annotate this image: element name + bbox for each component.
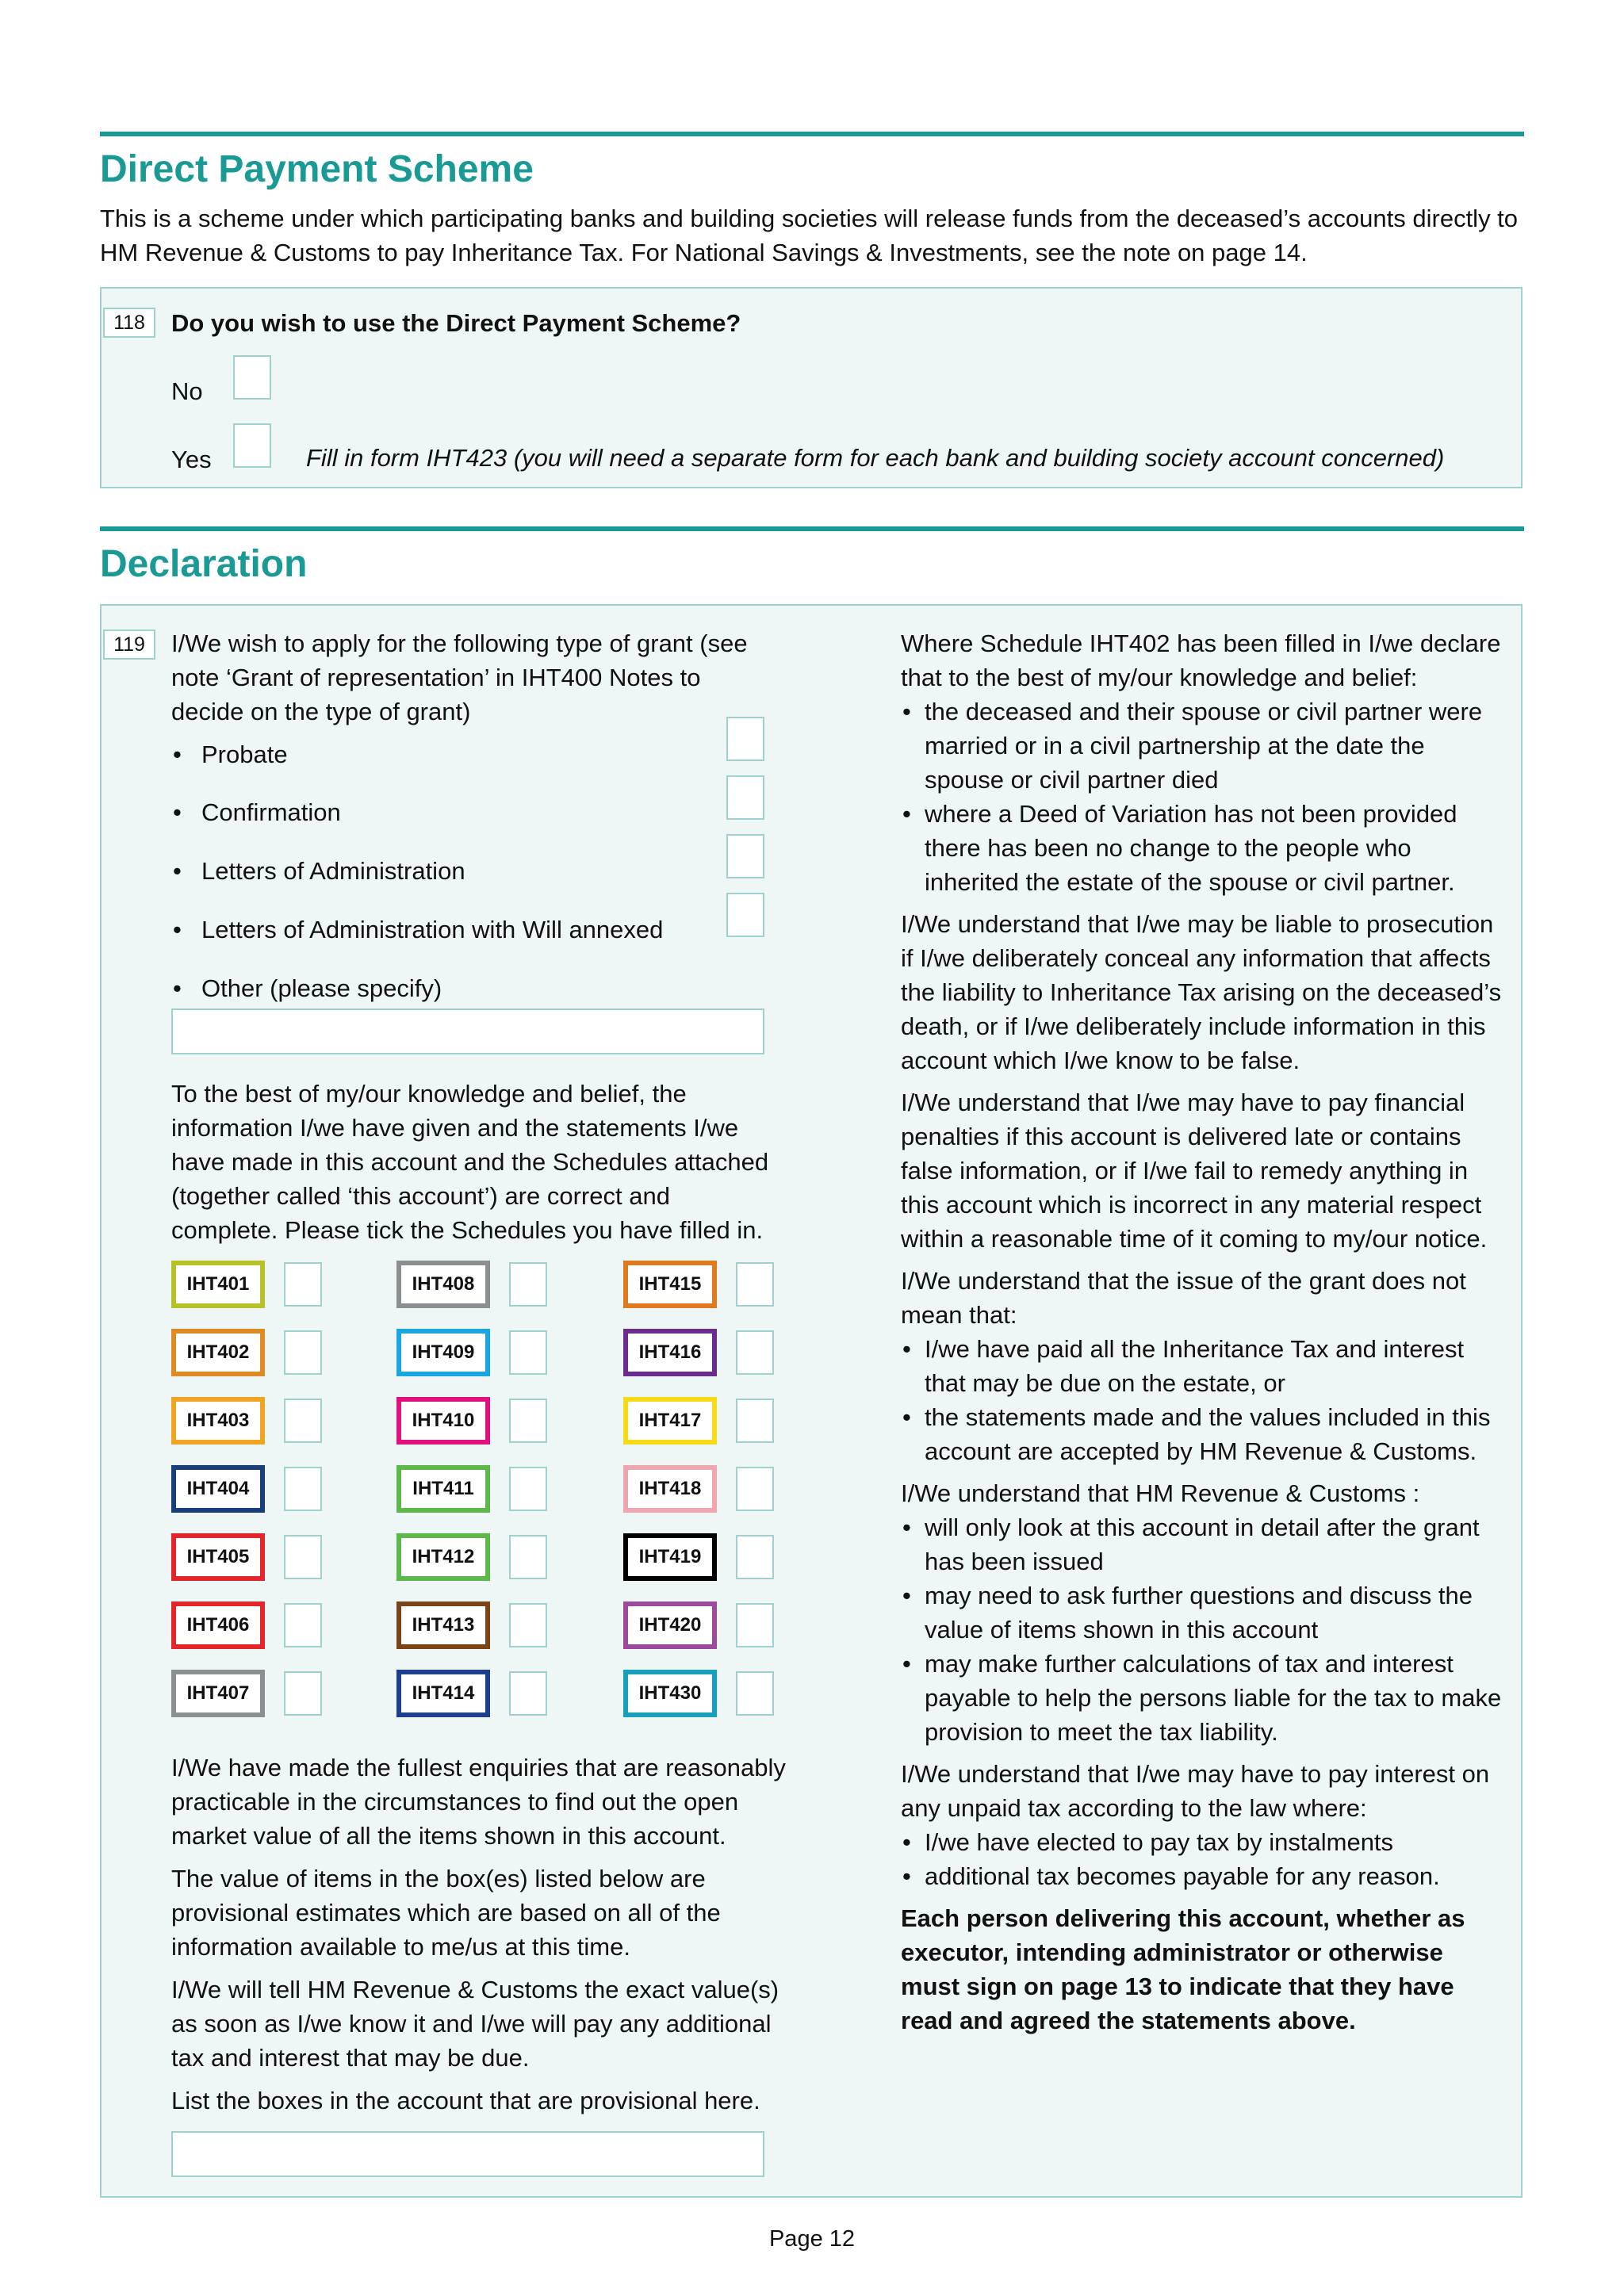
schedule-checkbox-iht411[interactable]: [509, 1467, 547, 1511]
schedule-checkbox-iht404[interactable]: [284, 1467, 322, 1511]
interest-statement: I/We understand that I/we may have to pay interest on any unpaid tax according to the law where:: [901, 1760, 1490, 1822]
schedule-checkbox-iht406[interactable]: [284, 1603, 322, 1647]
schedule-label-iht409: IHT409: [396, 1329, 490, 1376]
bullet-item: • may make further calculations of tax and interest payable to help the persons liable for the tax to make provision to meet the tax liability.: [901, 1647, 1503, 1749]
grant-option-label: Probate: [201, 740, 288, 768]
schedule-checkbox-iht415[interactable]: [736, 1262, 774, 1307]
bullet-item: • additional tax becomes payable for any reason.: [901, 1859, 1503, 1893]
schedule-label-iht430: IHT430: [623, 1670, 717, 1717]
grant-issue-statement: I/We understand that the issue of the grant does not mean that:: [901, 1267, 1466, 1329]
schedule-label-iht419: IHT419: [623, 1533, 717, 1581]
section-rule: [100, 132, 1524, 136]
ihj402-bullets: [901, 695, 1503, 899]
confirmation-checkbox[interactable]: [726, 775, 764, 820]
schedule-checkbox-iht409[interactable]: [509, 1330, 547, 1375]
schedule-checkbox-iht412[interactable]: [509, 1535, 547, 1579]
schedule-checkbox-iht402[interactable]: [284, 1330, 322, 1375]
schedule-label-iht415: IHT415: [623, 1261, 717, 1308]
schedule-label-iht418: IHT418: [623, 1465, 717, 1513]
prosecution-statement: I/We understand that I/we may be liable to prosecution if I/we deliberately conceal any information that affects the liability to Inheritance Tax arising on the deceased’s death, or if I/we deliberately include information in this account which I/we know to be false.: [901, 910, 1502, 1074]
grant-option-label: Letters of Administration: [201, 857, 465, 885]
schedule-label-iht416: IHT416: [623, 1329, 717, 1376]
schedule-checkbox-iht430[interactable]: [736, 1671, 774, 1716]
question-number: 118: [103, 308, 155, 338]
schedule-label-iht404: IHT404: [171, 1465, 265, 1513]
schedule-label-iht420: IHT420: [623, 1601, 717, 1649]
schedule-label-iht413: IHT413: [396, 1601, 490, 1649]
knowledge-statement: To the best of my/our knowledge and belief, the information I/we have given and the statements I/we have made in this account and the Schedules attached (together called ‘this account’) are correct and complete. Please tick the Schedules you have filled in.: [171, 1080, 769, 1244]
yes-checkbox[interactable]: [233, 423, 271, 468]
provisional-boxes-input[interactable]: [171, 2131, 764, 2177]
declaration-panel: 119 I/We wish to apply for the following type of grant (see note ‘Grant of representation’ in IHT400 Notes to decide on the type of grant) • Probate • Confirmation • Letters of Administration • Letters of Administration with Will annexed • Other (please specify) To the best of my/our knowledge and belief, the information I/we have given and the statements I/we have made in this account and the Schedules attached (together called ‘this account’) are correct and complete. Please tick the Schedules you have filled in. IHT401 IHT402 IHT403 IHT404 IHT405 IHT406 IHT407 IHT408 IHT409 IHT410 IHT411 IHT412 IHT413 IHT414 IHT415 IHT416 IHT417 IHT418 IHT419 IHT420 IHT430 I/We have made the fullest enquiries that are reasonably practicable in the circumstances to find out the open market value of all the items shown in this account. The value of items in the box(es) listed below are provisional estimates which are based on all of the information available to me/us at this time. I/We will tell HM Revenue & Customs the exact value(s) as soon as I/we know it and I/we will pay any additional tax and interest that may be due. List the boxes in the account that are provisional here. Where Schedule IHT402 has been filled in I/we declare that to the best of my/our knowledge and belief: • the deceased and their spouse or civil partner were married or in a civil partnership at the date the spouse or civil partner died • where a Deed of Variation has not been provided there has been no change to the people who inherited the estate of the spouse or civil partner. I/We understand that I/we may be liable to prosecution if I/we deliberately conceal any information that affects the liability to Inheritance Tax arising on the deceased’s death, or if I/we deliberately include information in this account which I/we know to be false. I/We understand that I/we may have to pay financial penalties if this account is delivered late or contains false information, or if I/we fail to remedy anything in this account which is incorrect in any material respect within a reasonable time of it coming to my/our notice. I/We understand that the issue of the grant does not mean that: • I/we have paid all the Inheritance Tax and interest that may be due on the estate, or • the statements made and the values included in this account are accepted by HM Revenue & Customs. I/We understand that HM Revenue & Customs : • will only look at this account in detail after the grant has been issued • may need to ask further questions and discuss the value of items shown in this account • may make further calculations of tax and interest payable to help the persons liable for the tax to make provision to meet the tax liability. I/We understand that I/we may have to pay interest on any unpaid tax according to the law where: • I/we have elected to pay tax by instalments • additional tax becomes payable for any reason. Each person delivering this account, whether as executor, intending administrator or otherwise must sign on page 13 to indicate that they have read and agreed the statements above.: [100, 604, 1522, 2198]
yes-label: Yes: [171, 446, 212, 473]
enquiries-statement: I/We have made the fullest enquiries that are reasonably practicable in the circumstances to find out the open market value of all the items shown in this account.: [171, 1754, 786, 1850]
ihj402-declaration: Where Schedule IHT402 has been filled in I/we declare that to the best of my/our knowledge and belief:: [901, 629, 1501, 691]
direct-payment-panel: [100, 287, 1522, 488]
grant-issue-bullets: [901, 1332, 1503, 1468]
signature-instruction: Each person delivering this account, whether as executor, intending administrator or otherwise must sign on page 13 to indicate that they have read and agreed the statements above.: [901, 1904, 1465, 2034]
declaration-right-column: [901, 626, 1503, 2038]
schedule-label-iht408: IHT408: [396, 1261, 490, 1308]
direct-payment-question: Do you wish to use the Direct Payment Scheme?: [171, 309, 741, 337]
schedule-label-iht417: IHT417: [623, 1397, 717, 1445]
schedule-label-iht405: IHT405: [171, 1533, 265, 1581]
schedule-checkbox-iht413[interactable]: [509, 1603, 547, 1647]
direct-payment-heading: Direct Payment Scheme: [100, 148, 534, 190]
schedule-checkbox-iht401[interactable]: [284, 1262, 322, 1307]
probate-checkbox[interactable]: [726, 717, 764, 761]
schedule-checkbox-iht407[interactable]: [284, 1671, 322, 1716]
bullet-item: • the statements made and the values included in this account are accepted by HM Revenue & Customs.: [901, 1400, 1503, 1468]
schedule-label-iht401: IHT401: [171, 1261, 265, 1308]
grant-option-label: Other (please specify): [201, 974, 442, 1002]
schedule-label-iht403: IHT403: [171, 1397, 265, 1445]
schedule-checkbox-iht418[interactable]: [736, 1467, 774, 1511]
schedule-label-iht402: IHT402: [171, 1329, 265, 1376]
schedule-checkbox-iht417[interactable]: [736, 1399, 774, 1443]
letters-of-administration-checkbox[interactable]: [726, 834, 764, 878]
other-grant-input[interactable]: [171, 1008, 764, 1054]
grant-intro: I/We wish to apply for the following type of grant (see note ‘Grant of representation’ in IHT400 Notes to decide on the type of grant): [171, 629, 748, 725]
direct-payment-intro: This is a scheme under which participating banks and building societies will release funds from the deceased’s accounts directly to HM Revenue & Customs to pay Inheritance Tax. For National Savings & Investments, see the note on page 14.: [100, 205, 1519, 266]
penalties-statement: I/We understand that I/we may have to pay financial penalties if this account is delivered late or contains false information, or if I/we fail to remedy anything in this account which is incorrect in any material respect within a reasonable time of it coming to my/our notice.: [901, 1089, 1488, 1253]
schedule-label-iht414: IHT414: [396, 1670, 490, 1717]
provisional-statement: The value of items in the box(es) listed below are provisional estimates which are based on all of the information available to me/us at this time.: [171, 1865, 721, 1961]
schedule-checkbox-iht408[interactable]: [509, 1262, 547, 1307]
question-number: 119: [103, 629, 155, 660]
bullet-item: • I/we have paid all the Inheritance Tax and interest that may be due on the estate, or: [901, 1332, 1503, 1400]
list-boxes-instruction: List the boxes in the account that are provisional here.: [171, 2087, 760, 2114]
schedule-checkbox-iht416[interactable]: [736, 1330, 774, 1375]
interest-bullets: [901, 1825, 1503, 1893]
schedule-checkbox-iht405[interactable]: [284, 1535, 322, 1579]
bullet-item: • the deceased and their spouse or civil partner were married or in a civil partnership at the date the spouse or civil partner died: [901, 695, 1503, 797]
schedule-checkbox-iht419[interactable]: [736, 1535, 774, 1579]
tell-hmrc-statement: I/We will tell HM Revenue & Customs the exact value(s) as soon as I/we know it and I/we will pay any additional tax and interest that may be due.: [171, 1976, 779, 2072]
grant-option-label: Confirmation: [201, 798, 341, 826]
bullet-item: • will only look at this account in detail after the grant has been issued: [901, 1510, 1503, 1578]
no-checkbox[interactable]: [233, 355, 271, 400]
schedule-label-iht406: IHT406: [171, 1601, 265, 1649]
schedule-label-iht410: IHT410: [396, 1397, 490, 1445]
grant-option-label: Letters of Administration with Will annexed: [201, 916, 664, 943]
bullet-item: • may need to ask further questions and discuss the value of items shown in this account: [901, 1578, 1503, 1647]
section-rule: [100, 526, 1524, 531]
schedule-label-iht411: IHT411: [396, 1465, 490, 1513]
schedule-checkbox-iht410[interactable]: [509, 1399, 547, 1443]
schedule-checkbox-iht414[interactable]: [509, 1671, 547, 1716]
hmrc-understanding-statement: I/We understand that HM Revenue & Customs :: [901, 1479, 1420, 1507]
hmrc-bullets: [901, 1510, 1503, 1749]
bullet-item: • where a Deed of Variation has not been provided there has been no change to the people who inherited the estate of the spouse or civil partner.: [901, 797, 1503, 899]
no-label: No: [171, 377, 203, 405]
page-number: Page 12: [768, 2226, 856, 2252]
schedule-checkbox-iht420[interactable]: [736, 1603, 774, 1647]
schedule-label-iht412: IHT412: [396, 1533, 490, 1581]
letters-with-will-checkbox[interactable]: [726, 893, 764, 937]
bullet-item: • I/we have elected to pay tax by instalments: [901, 1825, 1503, 1859]
schedule-checkbox-iht403[interactable]: [284, 1399, 322, 1443]
declaration-heading: Declaration: [100, 543, 308, 585]
yes-note: Fill in form IHT423 (you will need a separate form for each bank and building society account concerned): [306, 444, 1445, 472]
schedule-label-iht407: IHT407: [171, 1670, 265, 1717]
